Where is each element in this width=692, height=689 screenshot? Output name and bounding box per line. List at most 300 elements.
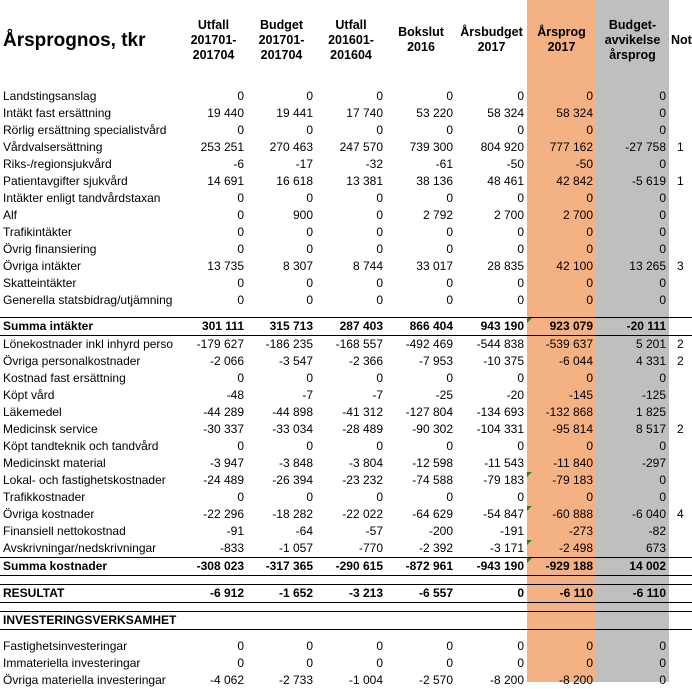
spacer-cell <box>0 309 180 318</box>
cell-budget-deviation: 0 <box>659 490 666 504</box>
cell-utfall-2017: 0 <box>237 439 244 453</box>
cell-bokslut-2016: 38 136 <box>416 174 453 188</box>
cell-budget-deviation: 1 825 <box>635 405 666 419</box>
cell-bokslut-2016: 0 <box>446 276 453 290</box>
row-label: Intäkter enligt tandvårdstaxan <box>3 191 161 205</box>
cell-utfall-2017: 0 <box>237 639 244 653</box>
cell-utfall-2017: -24 489 <box>203 473 244 487</box>
cell-budget-deviation: 0 <box>659 225 666 239</box>
spacer-cell <box>386 630 456 639</box>
table-row <box>0 655 692 672</box>
cell-utfall-2017: -179 627 <box>196 337 244 351</box>
cell-budget-2017: 8 307 <box>282 259 313 273</box>
row-label: Alf <box>3 208 18 222</box>
cell-budget-2017: -1 057 <box>278 541 313 555</box>
cell-utfall-2017: 0 <box>237 191 244 205</box>
row-label: Summa intäkter <box>0 318 180 336</box>
cell-budget-2017: 0 <box>306 276 313 290</box>
cell-utfall-2017: 0 <box>237 225 244 239</box>
spacer-cell <box>669 80 692 88</box>
cell-bokslut-2016: 2 792 <box>422 208 453 222</box>
cell-arsbudget-2017: 0 <box>456 585 527 603</box>
cell-bokslut-2016: 0 <box>446 191 453 205</box>
cell-utfall-2016: -3 804 <box>348 456 383 470</box>
row-label: Intäkt fast ersättning <box>3 106 112 120</box>
header-row <box>0 0 692 80</box>
empty-cell <box>456 612 527 630</box>
row-label: Lönekostnader inkl inhyrd perso <box>3 337 174 351</box>
cell-note <box>669 122 692 139</box>
cell-utfall-2017: 13 735 <box>207 259 244 273</box>
cell-arsprog-2017: 0 <box>586 276 593 290</box>
cell-bokslut-2016: 0 <box>446 656 453 670</box>
spacer-cell <box>247 576 316 585</box>
cell-note <box>669 156 692 173</box>
cell-arsbudget-2017: 58 324 <box>487 106 524 120</box>
cell-utfall-2017: 0 <box>237 242 244 256</box>
cell-note: 1 <box>677 140 684 154</box>
cell-arsprog-2017: -6 110 <box>527 585 596 603</box>
cell-budget-deviation: -125 <box>641 388 666 402</box>
spacer-cell <box>456 576 527 585</box>
cell-note <box>669 88 692 105</box>
cell-arsbudget-2017: 0 <box>517 123 524 137</box>
cell-bokslut-2016: -74 588 <box>412 473 453 487</box>
spacer-cell <box>527 80 596 88</box>
cell-arsprog-2017: -60 888 <box>527 506 596 523</box>
cell-budget-deviation: 0 <box>659 276 666 290</box>
cell-arsprog-2017: -2 498 <box>527 540 596 558</box>
cell-utfall-2017: -3 947 <box>209 456 244 470</box>
cell-note <box>669 292 692 309</box>
cell-bokslut-2016: 0 <box>446 490 453 504</box>
cell-note <box>669 318 692 336</box>
cell-arsprog-2017: -145 <box>568 388 593 402</box>
cell-budget-deviation: 0 <box>659 439 666 453</box>
cell-note: 2 <box>677 422 684 436</box>
cell-arsprog-2017: 0 <box>586 225 593 239</box>
empty-cell <box>527 612 596 630</box>
cell-budget-2017: 0 <box>306 439 313 453</box>
cell-budget-deviation: 0 <box>659 157 666 171</box>
cell-arsprog-2017: 0 <box>586 123 593 137</box>
cell-budget-deviation: 0 <box>659 208 666 222</box>
cell-budget-deviation: -82 <box>648 524 666 538</box>
cell-utfall-2016: -770 <box>358 541 383 555</box>
col-header-budget-2017: Budget 201701- 201704 <box>258 17 305 62</box>
cell-bokslut-2016: 866 404 <box>386 318 456 336</box>
row-label: Immateriella investeringar <box>3 656 141 670</box>
cell-budget-2017: -33 034 <box>272 422 313 436</box>
cell-bokslut-2016: -7 953 <box>418 354 453 368</box>
cell-budget-deviation: 4 331 <box>635 354 666 368</box>
cell-note <box>669 241 692 258</box>
cell-note <box>669 455 692 472</box>
spacer-cell <box>527 576 596 585</box>
empty-cell <box>316 612 386 630</box>
cell-arsbudget-2017: -10 375 <box>483 354 524 368</box>
spacer-cell <box>180 576 247 585</box>
spacer-cell <box>0 603 180 612</box>
table-row <box>0 489 692 506</box>
cell-budget-2017: 0 <box>306 123 313 137</box>
cell-arsbudget-2017: 0 <box>517 490 524 504</box>
cell-arsprog-2017: 42 842 <box>556 174 593 188</box>
spacer-cell <box>386 80 456 88</box>
col-header-not: Not <box>671 32 692 47</box>
spacer-cell <box>596 603 669 612</box>
spacer-row <box>0 603 692 612</box>
cell-utfall-2017: 0 <box>237 208 244 222</box>
cell-utfall-2016: -32 <box>365 157 383 171</box>
row-label: Finansiell nettokostnad <box>3 524 126 538</box>
cell-utfall-2017: 253 251 <box>200 140 244 154</box>
spacer-cell <box>247 630 316 639</box>
cell-arsprog-2017: 0 <box>586 242 593 256</box>
col-header-arsbudget: Årsbudget 2017 <box>460 25 523 54</box>
cell-budget-deviation: 0 <box>659 242 666 256</box>
cell-arsbudget-2017: 2 700 <box>493 208 524 222</box>
spacer-cell <box>180 630 247 639</box>
spacer-cell <box>316 309 386 318</box>
cell-arsbudget-2017: -3 171 <box>489 541 524 555</box>
row-label: Trafikkostnader <box>3 490 86 504</box>
cell-arsprog-2017: 0 <box>586 371 593 385</box>
table-row <box>0 455 692 472</box>
cell-utfall-2017: -44 289 <box>203 405 244 419</box>
cell-budget-2017: -7 <box>302 388 313 402</box>
cell-note: 3 <box>677 259 684 273</box>
cell-utfall-2017: 0 <box>237 371 244 385</box>
cell-utfall-2016: -290 615 <box>316 558 386 576</box>
cell-utfall-2016: 13 381 <box>346 174 383 188</box>
cell-note <box>669 105 692 122</box>
cell-utfall-2017: 0 <box>237 490 244 504</box>
cell-utfall-2016: 0 <box>376 225 383 239</box>
cell-arsprog-2017: 0 <box>586 191 593 205</box>
cell-utfall-2016: 0 <box>376 89 383 103</box>
cell-arsbudget-2017: 0 <box>517 639 524 653</box>
row-label: Medicinsk service <box>3 422 98 436</box>
table-row <box>0 672 692 689</box>
cell-budget-deviation: 0 <box>659 473 666 487</box>
cell-utfall-2016: -7 <box>372 388 383 402</box>
cell-budget-deviation: -5 619 <box>631 174 666 188</box>
cell-budget-2017: -64 <box>295 524 313 538</box>
row-label: Kostnad fast ersättning <box>3 371 126 385</box>
cell-arsbudget-2017: 0 <box>517 439 524 453</box>
cell-utfall-2016: 0 <box>376 276 383 290</box>
spacer-cell <box>0 80 180 88</box>
cell-arsbudget-2017: 0 <box>517 371 524 385</box>
cell-utfall-2016: -2 366 <box>348 354 383 368</box>
spacer-cell <box>596 576 669 585</box>
cell-utfall-2017: -6 912 <box>180 585 247 603</box>
cell-budget-deviation: -20 111 <box>596 318 669 336</box>
cell-budget-2017: 0 <box>306 656 313 670</box>
cell-budget-deviation: -6 040 <box>631 507 666 521</box>
cell-budget-deviation: 0 <box>659 106 666 120</box>
cell-bokslut-2016: -2 570 <box>418 673 453 687</box>
cell-utfall-2017: 0 <box>237 293 244 307</box>
table-row <box>0 421 692 438</box>
spacer-cell <box>669 630 692 639</box>
spacer-cell <box>669 309 692 318</box>
cell-budget-2017: 0 <box>306 639 313 653</box>
table-row <box>0 472 692 489</box>
cell-arsbudget-2017: 943 190 <box>456 318 527 336</box>
table-row <box>0 353 692 370</box>
row-label: Trafikintäkter <box>3 225 72 239</box>
cell-arsbudget-2017: -134 693 <box>476 405 524 419</box>
row-label: Landstingsanslag <box>3 89 97 103</box>
table-row <box>0 105 692 122</box>
cell-utfall-2017: 301 111 <box>180 318 247 336</box>
cell-budget-2017: -2 733 <box>278 673 313 687</box>
cell-utfall-2016: -41 312 <box>342 405 383 419</box>
table-row <box>0 139 692 156</box>
cell-arsbudget-2017: 28 835 <box>487 259 524 273</box>
cell-bokslut-2016: -64 629 <box>412 507 453 521</box>
cell-arsprog-2017: 0 <box>586 293 593 307</box>
cell-note <box>669 540 692 558</box>
cell-note <box>669 585 692 603</box>
cell-arsbudget-2017: -191 <box>499 524 524 538</box>
table-row <box>0 122 692 139</box>
cell-bokslut-2016: 739 300 <box>409 140 453 154</box>
cell-bokslut-2016: 0 <box>446 89 453 103</box>
cell-budget-deviation: 0 <box>659 673 666 687</box>
cell-arsprog-2017: -6 044 <box>558 354 593 368</box>
cell-note <box>669 489 692 506</box>
cell-budget-2017: -3 547 <box>278 354 313 368</box>
cell-budget-2017: 0 <box>306 191 313 205</box>
table-row <box>0 88 692 105</box>
cell-arsbudget-2017: 0 <box>517 225 524 239</box>
cell-budget-deviation: 13 265 <box>629 259 666 273</box>
cell-budget-deviation: 0 <box>659 371 666 385</box>
cell-utfall-2016: 0 <box>376 191 383 205</box>
cell-bokslut-2016: 0 <box>446 293 453 307</box>
cell-budget-2017: 16 618 <box>276 174 313 188</box>
cell-arsprog-2017: 0 <box>586 490 593 504</box>
spacer-cell <box>456 80 527 88</box>
col-header-utfall-2016: Utfall 201601- 201604 <box>328 17 374 62</box>
cell-utfall-2017: -30 337 <box>203 422 244 436</box>
cell-utfall-2016: 0 <box>376 371 383 385</box>
cell-budget-2017: -186 235 <box>265 337 313 351</box>
spacer-cell <box>669 576 692 585</box>
cell-arsprog-2017: -539 637 <box>545 337 593 351</box>
spacer-cell <box>456 309 527 318</box>
cell-arsbudget-2017: 0 <box>517 242 524 256</box>
cell-note <box>669 275 692 292</box>
cell-arsprog-2017: -929 188 <box>527 558 596 576</box>
row-label: Köpt tandteknik och tandvård <box>3 439 159 453</box>
table-row <box>0 156 692 173</box>
cell-bokslut-2016: -200 <box>428 524 453 538</box>
empty-cell <box>669 612 692 630</box>
cell-arsbudget-2017: 804 920 <box>480 140 524 154</box>
spacer-cell <box>316 80 386 88</box>
table-row <box>0 506 692 523</box>
cell-bokslut-2016: -12 598 <box>412 456 453 470</box>
spacer-cell <box>456 603 527 612</box>
cell-utfall-2017: -48 <box>226 388 244 402</box>
cell-arsprog-2017: -11 840 <box>553 456 593 470</box>
cell-arsprog-2017: -8 200 <box>558 673 593 687</box>
cell-utfall-2017: -6 <box>233 157 244 171</box>
cell-arsprog-2017: 0 <box>586 639 593 653</box>
cell-utfall-2016: 0 <box>376 293 383 307</box>
table-row <box>0 173 692 190</box>
spacer-cell <box>316 576 386 585</box>
cell-arsbudget-2017: -104 331 <box>476 422 524 436</box>
cell-bokslut-2016: -2 392 <box>418 541 453 555</box>
cell-bokslut-2016: -492 469 <box>405 337 453 351</box>
table-row <box>0 241 692 258</box>
cell-utfall-2016: -22 022 <box>342 507 383 521</box>
cell-arsprog-2017: -95 814 <box>552 422 593 436</box>
cell-bokslut-2016: -6 557 <box>386 585 456 603</box>
spacer-cell <box>0 630 180 639</box>
summary-row <box>0 318 692 336</box>
cell-budget-2017: -17 <box>295 157 313 171</box>
cell-note <box>669 438 692 455</box>
cell-note <box>669 655 692 672</box>
spacer-cell <box>669 603 692 612</box>
cell-utfall-2016: 0 <box>376 639 383 653</box>
spacer-cell <box>316 630 386 639</box>
cell-bokslut-2016: 33 017 <box>416 259 453 273</box>
cell-arsprog-2017: 0 <box>586 89 593 103</box>
table-row <box>0 387 692 404</box>
cell-budget-deviation: 5 201 <box>635 337 666 351</box>
cell-utfall-2016: 0 <box>376 656 383 670</box>
cell-utfall-2016: -23 232 <box>342 473 383 487</box>
cell-arsbudget-2017: -544 838 <box>476 337 524 351</box>
cell-utfall-2016: -57 <box>365 524 383 538</box>
cell-bokslut-2016: 0 <box>446 242 453 256</box>
section-title: INVESTERINGSVERKSAMHET <box>0 612 180 630</box>
cell-bokslut-2016: 0 <box>446 439 453 453</box>
cell-utfall-2017: -2 066 <box>209 354 244 368</box>
cell-arsbudget-2017: 48 461 <box>487 174 524 188</box>
cell-arsprog-2017: 42 100 <box>556 259 593 273</box>
cell-budget-deviation: 0 <box>659 191 666 205</box>
table-row <box>0 207 692 224</box>
cell-bokslut-2016: 0 <box>446 123 453 137</box>
spacer-cell <box>180 80 247 88</box>
spacer-cell <box>456 630 527 639</box>
cell-budget-2017: 0 <box>306 225 313 239</box>
cell-bokslut-2016: 0 <box>446 225 453 239</box>
cell-utfall-2016: 247 570 <box>339 140 383 154</box>
row-label: Riks-/regionsjukvård <box>3 157 112 171</box>
col-header-arsprog: Årsprog 2017 <box>537 25 586 54</box>
row-label: Vårdvalsersättning <box>3 140 103 154</box>
cell-utfall-2017: 14 691 <box>207 174 244 188</box>
cell-utfall-2016: 8 744 <box>352 259 383 273</box>
cell-bokslut-2016: -25 <box>435 388 453 402</box>
row-label: Medicinskt material <box>3 456 106 470</box>
cell-arsbudget-2017: 0 <box>517 276 524 290</box>
spacer-row <box>0 630 692 639</box>
table-row <box>0 540 692 558</box>
table-row <box>0 336 692 354</box>
spacer-cell <box>247 309 316 318</box>
cell-arsprog-2017: -273 <box>568 524 593 538</box>
cell-note <box>669 558 692 576</box>
cell-bokslut-2016: 53 220 <box>416 106 453 120</box>
cell-utfall-2017: 0 <box>237 656 244 670</box>
cell-utfall-2017: 0 <box>237 276 244 290</box>
cell-budget-2017: 0 <box>306 293 313 307</box>
cell-arsprog-2017: 777 162 <box>549 140 593 154</box>
cell-budget-2017: -3 848 <box>278 456 313 470</box>
page-title: Årsprognos, tkr <box>3 29 146 51</box>
empty-cell <box>247 612 316 630</box>
spacer-row <box>0 309 692 318</box>
spacer-cell <box>596 309 669 318</box>
cell-utfall-2016: 287 403 <box>316 318 386 336</box>
table-row <box>0 258 692 275</box>
spacer-cell <box>386 576 456 585</box>
cell-budget-deviation: 0 <box>659 293 666 307</box>
cell-utfall-2016: -168 557 <box>335 337 383 351</box>
cell-arsprog-2017: 0 <box>586 656 593 670</box>
cell-note <box>669 224 692 241</box>
spacer-cell <box>247 80 316 88</box>
cell-note <box>669 472 692 489</box>
summary-row <box>0 585 692 603</box>
cell-utfall-2016: -1 004 <box>348 673 383 687</box>
cell-note <box>669 207 692 224</box>
cell-note <box>669 672 692 689</box>
cell-budget-2017: 0 <box>306 242 313 256</box>
cell-arsbudget-2017: -11 543 <box>484 456 524 470</box>
cell-utfall-2016: -28 489 <box>342 422 383 436</box>
cell-budget-2017: -317 365 <box>247 558 316 576</box>
cell-note: 2 <box>677 354 684 368</box>
cell-utfall-2017: 0 <box>237 123 244 137</box>
empty-cell <box>180 612 247 630</box>
cell-bokslut-2016: 0 <box>446 371 453 385</box>
cell-utfall-2017: -308 023 <box>180 558 247 576</box>
spacer-cell <box>386 603 456 612</box>
cell-bokslut-2016: -61 <box>435 157 453 171</box>
cell-utfall-2016: 0 <box>376 208 383 222</box>
row-label: Rörlig ersättning specialistvård <box>3 123 167 137</box>
spacer-cell <box>596 80 669 88</box>
table-row <box>0 224 692 241</box>
table-body <box>0 80 692 689</box>
spacer-cell <box>247 603 316 612</box>
spacer-cell <box>180 603 247 612</box>
cell-arsbudget-2017: 0 <box>517 191 524 205</box>
table-row <box>0 523 692 540</box>
row-label: Summa kostnader <box>0 558 180 576</box>
cell-arsprog-2017: -79 183 <box>527 472 596 489</box>
table-row <box>0 638 692 655</box>
row-label: Övrig finansiering <box>3 242 97 256</box>
spacer-cell <box>527 630 596 639</box>
spacer-cell <box>316 603 386 612</box>
cell-note <box>669 190 692 207</box>
cell-budget-2017: 900 <box>292 208 313 222</box>
table-row <box>0 190 692 207</box>
table-row <box>0 438 692 455</box>
